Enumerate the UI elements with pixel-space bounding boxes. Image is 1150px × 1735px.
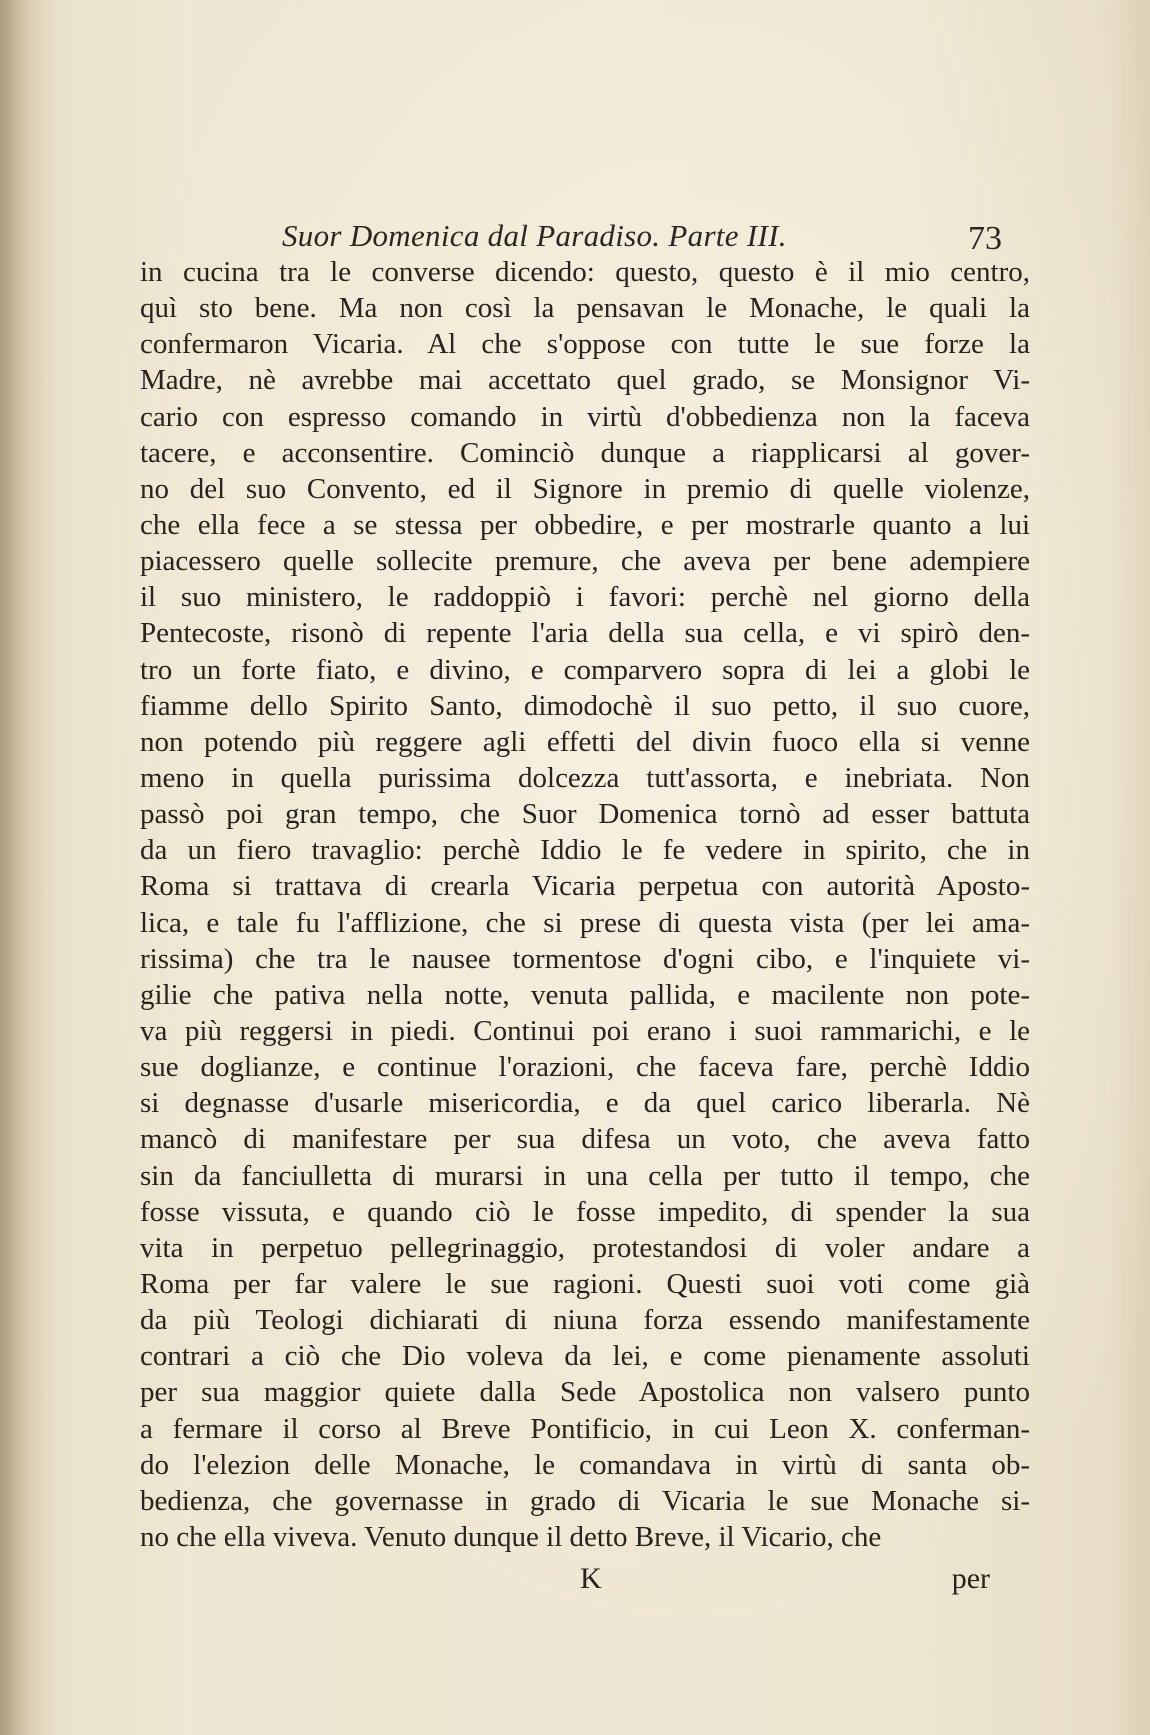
text-line: piacessero quelle sollecite premure, che aveva per bene adempiere xyxy=(140,545,1030,578)
gutter-shadow xyxy=(0,0,48,1735)
text-line: no che ella viveva. Venuto dunque il detto Breve, il Vicario, che xyxy=(140,1520,882,1553)
text-line: lica, e tale fu l'afflizione, che si prese di questa vista (per lei ama- xyxy=(140,906,1030,939)
text-line: da più Teologi dichiarati di niuna forza essendo manifestamente xyxy=(140,1304,1030,1337)
text-line: cario con espresso comando in virtù d'obbedienza non la faceva xyxy=(140,400,1030,433)
text-line: confermaron Vicaria. Al che s'oppose con tutte le sue forze la xyxy=(140,328,1030,361)
page-number: 73 xyxy=(968,220,1002,257)
text-line: rissima) che tra le nausee tormentose d'ogni cibo, e l'inquiete vi- xyxy=(140,942,1030,975)
text-line: quì sto bene. Ma non così la pensavan le Monache, le quali la xyxy=(140,292,1030,325)
text-line: gilie che pativa nella notte, venuta pallida, e macilente non pote- xyxy=(140,978,1030,1011)
text-line: va più reggersi in piedi. Continui poi erano i suoi rammarichi, e le xyxy=(140,1014,1030,1047)
text-line: Madre, nè avrebbe mai accettato quel grado, se Monsignor Vi- xyxy=(140,364,1030,397)
text-line: in cucina tra le converse dicendo: questo, questo è il mio centro, xyxy=(140,256,1030,288)
signature-mark: K xyxy=(580,1562,602,1595)
text-line: no del suo Convento, ed il Signore in premio di quelle violenze, xyxy=(140,472,1030,505)
text-line: sue doglianze, e continue l'orazioni, che faceva fare, perchè Iddio xyxy=(140,1051,1030,1084)
text-line: meno in quella purissima dolcezza tutt'assorta, e inebriata. Non xyxy=(140,761,1030,794)
text-line: passò poi gran tempo, che Suor Domenica tornò ad esser battuta xyxy=(140,798,1030,831)
text-line: Pentecoste, risonò di repente l'aria della sua cella, e vi spirò den- xyxy=(140,617,1030,650)
catchword: per xyxy=(951,1562,990,1595)
text-line: tro un forte fiato, e divino, e comparvero sopra di lei a globi le xyxy=(140,653,1030,686)
text-line: a fermare il corso al Breve Pontificio, in cui Leon X. conferman- xyxy=(140,1412,1030,1445)
text-line: fosse vissuta, e quando ciò le fosse impedito, di spender la sua xyxy=(140,1195,1030,1228)
text-line: fiamme dello Spirito Santo, dimodochè il suo petto, il suo cuore, xyxy=(140,689,1030,722)
text-line: sin da fanciulletta di murarsi in una cella per tutto il tempo, che xyxy=(140,1159,1030,1192)
page-footer xyxy=(140,1562,1030,1602)
text-line: da un fiero travaglio: perchè Iddio le fe vedere in spirito, che in xyxy=(140,834,1030,867)
text-line: Roma per far valere le sue ragioni. Questi suoi voti come già xyxy=(140,1267,1030,1300)
text-line: contrari a ciò che Dio voleva da lei, e come pienamente assoluti xyxy=(140,1340,1030,1373)
text-line: bedienza, che governasse in grado di Vicaria le sue Monache si- xyxy=(140,1484,1030,1517)
text-line: vita in perpetuo pellegrinaggio, protestandosi di voler andare a xyxy=(140,1231,1030,1264)
text-line: si degnasse d'usarle misericordia, e da quel carico liberarla. Nè xyxy=(140,1087,1030,1120)
text-line: che ella fece a se stessa per obbedire, e per mostrarle quanto a lui xyxy=(140,508,1030,541)
text-line: Roma si trattava di crearla Vicaria perpetua con autorità Aposto- xyxy=(140,870,1030,903)
text-line: non potendo più reggere agli effetti del divin fuoco ella si venne xyxy=(140,725,1030,758)
body-text xyxy=(140,254,1030,1555)
text-line: do l'elezion delle Monache, le comandava in virtù di santa ob- xyxy=(140,1448,1030,1481)
text-line: il suo ministero, le raddoppiò i favori: perchè nel giorno della xyxy=(140,581,1030,614)
text-line: per sua maggior quiete dalla Sede Apostolica non valsero punto xyxy=(140,1376,1030,1409)
text-line: mancò di manifestare per sua difesa un voto, che aveva fatto xyxy=(140,1123,1030,1156)
text-line: tacere, e acconsentire. Cominciò dunque a riapplicarsi al gover- xyxy=(140,436,1030,469)
running-title: Suor Domenica dal Paradiso. Parte III. xyxy=(282,218,787,253)
